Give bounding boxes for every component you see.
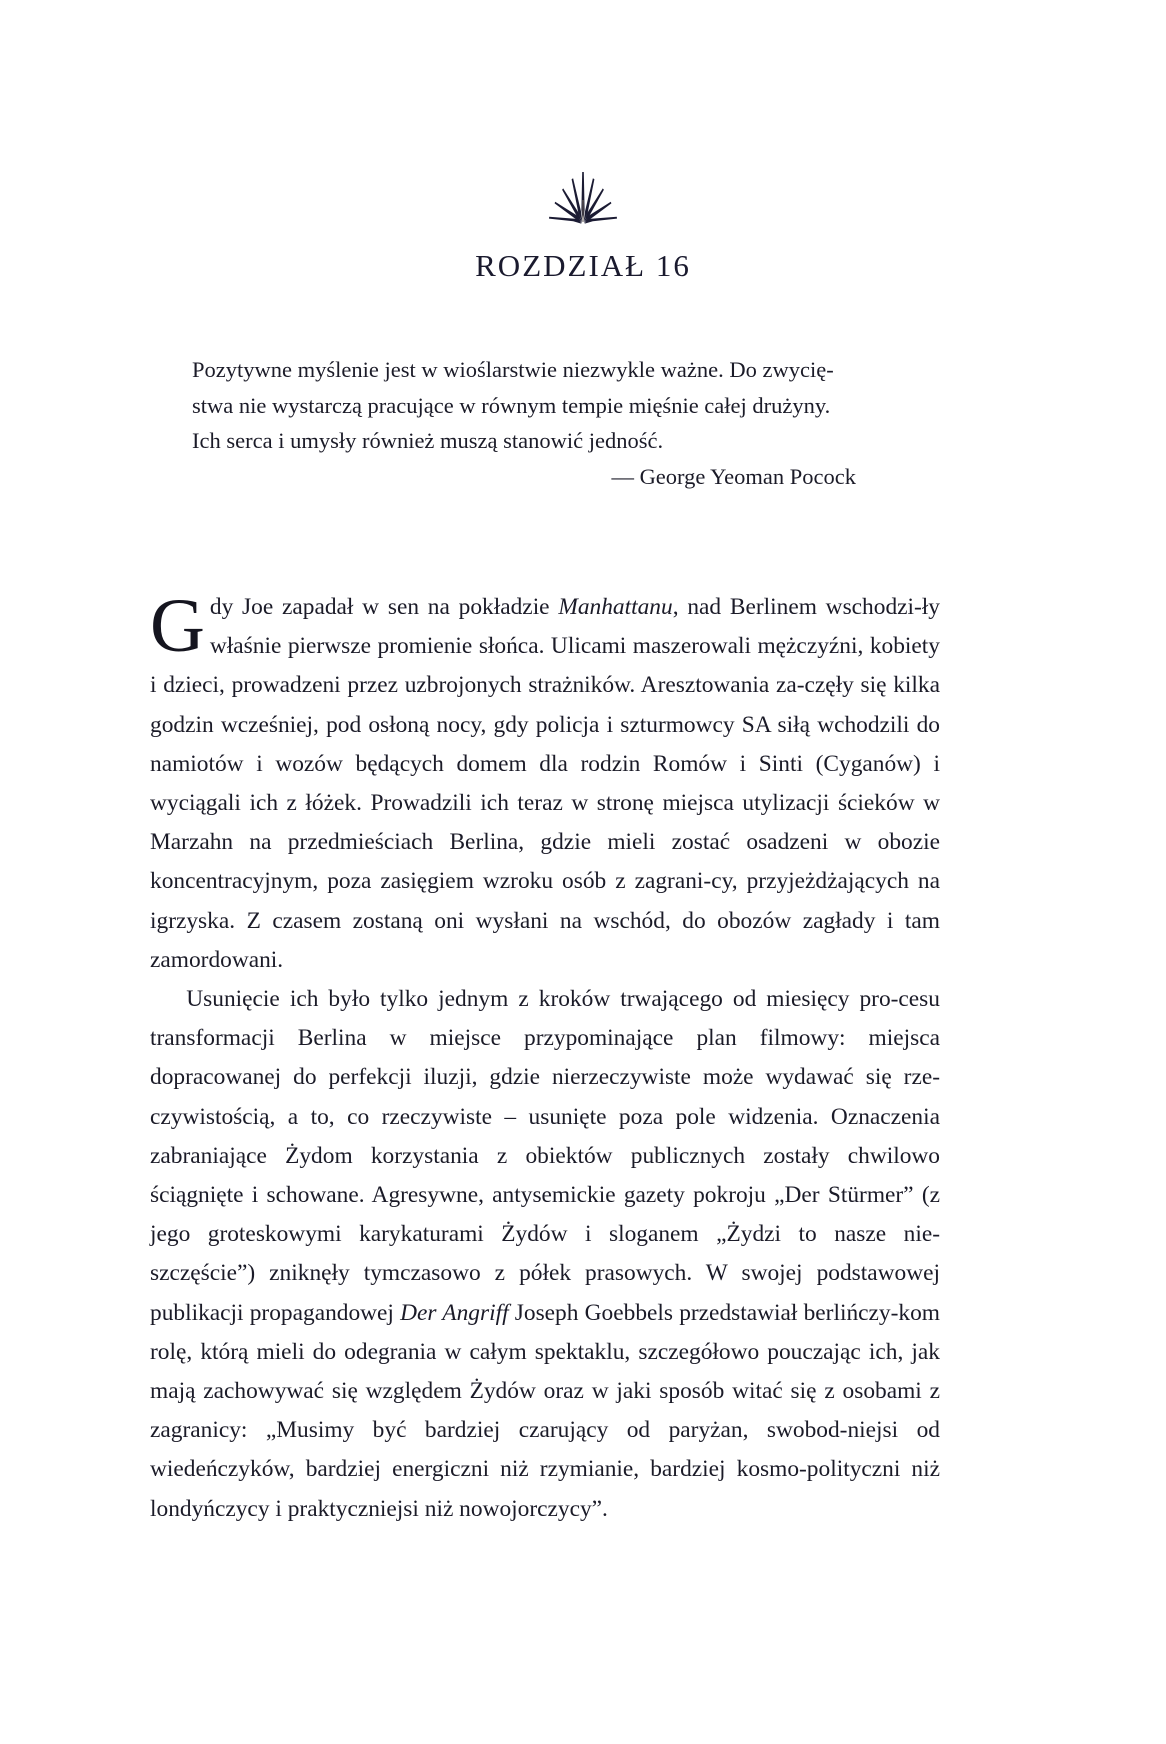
epigraph-block	[192, 352, 898, 494]
epigraph-line: stwa nie wystarczą pracujące w równym tempie mięśnie całej drużyny.	[192, 392, 831, 418]
italic-title-manhattanu: Manhattanu	[558, 594, 673, 620]
paragraph-text-part: Joseph Goebbels przedstawiał berlińczy-kom rolę, którą mieli do odegrania w całym spektaklu, szczegółowo pouczając ich, jak mają zachowywać się względem Żydów oraz w jaki sposób witać się z osobami z zagranicy: „Musimy być bardziej czarujący od paryżan, swobod-niejsi od wiedeńczyków, bardziej energiczni niż rzymianie, bardziej kosmo-polityczni niż londyńczycy i praktyczniejsi niż nowojorczycy”.	[150, 1299, 940, 1522]
paragraph-second	[150, 980, 940, 1529]
body-text	[150, 584, 940, 1529]
paragraph-text-part: , nad Berlinem wschodzi-ły właśnie pierwsze promienie słońca. Ulicami maszerowali mężczyźni, kobiety i dzieci, prowadzeni przez uzbrojonych strażników. Aresztowania za-częły się kilka godzin wcześniej, pod osłoną nocy, gdy policja i szturmowcy SA siłą wchodzili do namiotów i wozów będących domem dla rodzin Romów i Sinti (Cyganów) i wyciągali ich z łóżek. Prowadzili ich teraz w stronę miejsca utylizacji ścieków w Marzahn na przedmieściach Berlina, gdzie mieli zostać osadzeni w obozie koncentracyjnym, poza zasięgiem wzroku osób z zagrani-cy, przyjeżdżających na igrzyska. Z czasem zostaną oni wysłani na wschód, do obozów zagłady i tam zamordowani.	[150, 594, 940, 973]
epigraph-line: Ich serca i umysły również muszą stanowić jedność.	[192, 428, 664, 453]
paragraph-text-part: Gdy Joe zapadał w sen na pokładzie	[150, 584, 559, 668]
epigraph-line: Pozytywne myślenie jest w wioślarstwie niezwykle ważne. Do zwycię-	[192, 357, 834, 382]
sunburst-fan-ornament-icon	[547, 170, 619, 230]
paragraph-first	[150, 584, 940, 980]
epigraph-attribution: — George Yeoman Pocock	[611, 463, 856, 489]
chapter-ornament	[0, 168, 1166, 230]
paragraph-text-part: Usunięcie ich było tylko jednym z kroków trwającego od miesięcy pro-cesu transformacji Berlina w miejsce przypominające plan filmowy: miejsca dopracowanej do perfekcji iluzji, gdzie nierzeczywiste może wydawać się rze-czywistością, a to, co rzeczywiste – usunięte poza pole widzenia. Oznaczenia zabraniające Żydom korzystania z obiektów publicznych zostały chwilowo ściągnięte i schowane. Agresywne, antysemickie gazety pokroju „Der Stürmer” (z jego groteskowymi karykaturami Żydów i sloganem „Żydzi to nasze nie-szczęście”) zniknęły tymczasowo z półek prasowych. W swojej podstawowej publikacji propagandowej	[150, 986, 940, 1326]
italic-title-der-angriff: Der Angriff	[400, 1299, 509, 1326]
chapter-title: ROZDZIAŁ 16	[475, 248, 691, 283]
